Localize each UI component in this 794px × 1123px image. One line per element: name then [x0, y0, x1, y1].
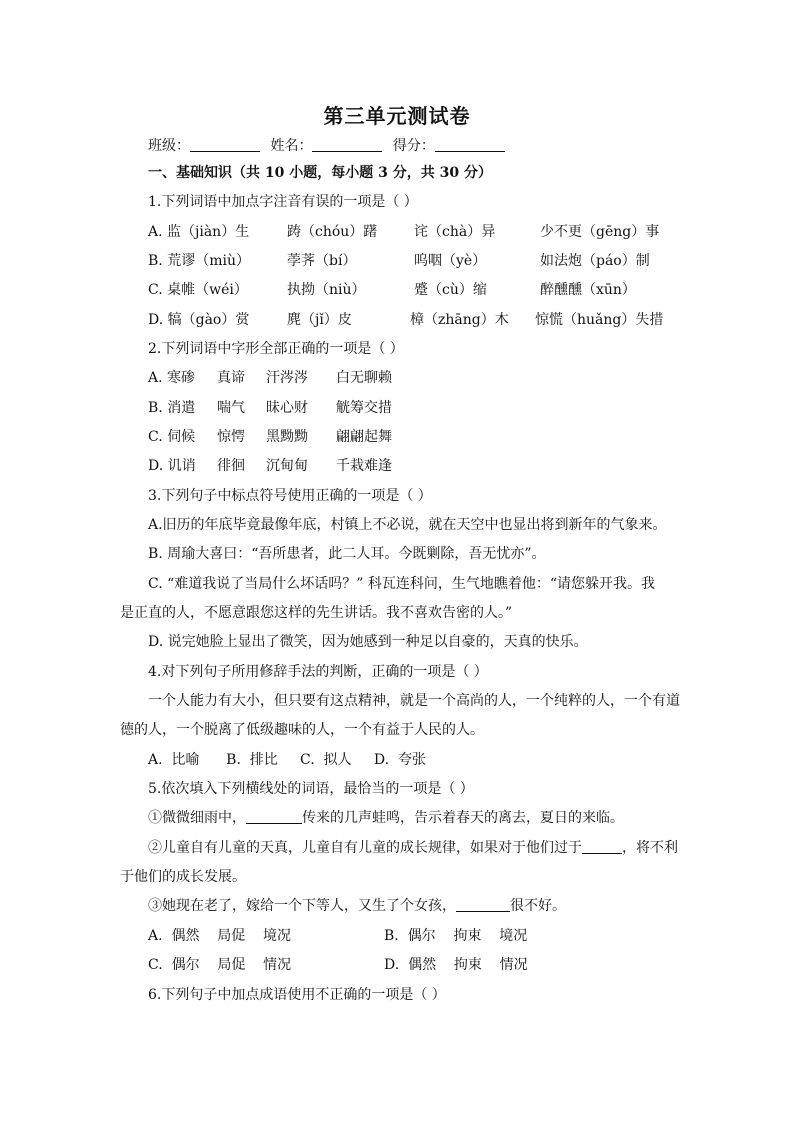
q5-option-a: A. 偶然 局促 境况 — [148, 928, 292, 944]
question-2-stem: 2.下列词语中字形全部正确的一项是（ ） — [148, 341, 404, 357]
q2-option-d-3: 沉甸甸 — [266, 458, 308, 474]
q1-option-b-3: 呜咽（yè） — [414, 253, 487, 269]
q5-option-b: B. 偶尔 拘束 境况 — [384, 928, 528, 944]
q5-option-d: D. 偶然 拘束 情况 — [384, 957, 528, 973]
q5-s1-blank — [246, 809, 302, 824]
q3-option-c-line2: 是正直的人，不愿意跟您这样的先生讲话。我不喜欢告密的人。” — [120, 605, 513, 621]
q1-option-d-2: 麂（jǐ）皮 — [287, 312, 352, 328]
q1-option-a-2: 踌（chóu）躇 — [287, 224, 378, 240]
question-6-stem: 6.下列句子中加点成语使用不正确的一项是（ ） — [148, 987, 446, 1003]
q5-s1-text-b: 传来的几声蛙鸣，告示着春天的离去，夏日的来临。 — [302, 810, 624, 826]
q1-option-d-1: D. 犒（gào）赏 — [148, 312, 250, 328]
q1-option-d-4: 惊慌（huǎng）失措 — [535, 312, 664, 328]
q3-option-a: A.旧历的年底毕竟最像年底，村镇上不必说，就在天空中也显出将到新年的气象来。 — [148, 517, 667, 533]
q1-option-c-1: C. 桌帷（wéi） — [148, 282, 248, 298]
question-4-stem: 4.对下列句子所用修辞手法的判断，正确的一项是（ ） — [148, 664, 488, 680]
q2-option-c-2: 惊愕 — [217, 429, 245, 445]
q4-options: A. 比喻 B. 排比 C. 拟人 D. 夸张 — [148, 752, 426, 768]
q2-option-c-4: 翩翩起舞 — [336, 429, 392, 445]
question-5-stem: 5.依次填入下列横线处的词语，最恰当的一项是（ ） — [148, 781, 474, 797]
q3-option-b: B. 周瑜大喜曰：“吾所患者，此二人耳。今既剿除，吾无忧亦”。 — [148, 546, 546, 562]
q5-s2-text-b: ，将不利 — [622, 840, 678, 856]
q1-option-c-2: 执拗（niù） — [287, 282, 366, 298]
q2-option-d-4: 千栽难逢 — [336, 458, 392, 474]
q4-passage-line1: 一个人能力有大小，但只要有这点精神，就是一个高尚的人，一个纯粹的人，一个有道 — [148, 693, 680, 709]
q2-option-b-1: B. 消遣 — [148, 400, 196, 416]
q2-option-a-1: A. 寒碜 — [148, 370, 196, 386]
q1-option-a-3: 诧（chà）异 — [414, 224, 496, 240]
q1-option-b-4: 如法炮（páo）制 — [540, 253, 650, 269]
q5-s3-text-b: 很不好。 — [510, 898, 566, 914]
question-3-stem: 3.下列句子中标点符号使用正确的一项是（ ） — [148, 488, 432, 504]
q2-option-d-2: 徘徊 — [217, 458, 245, 474]
q3-option-c-line1: C. “难道我说了当局什么坏话吗？” 科瓦连科问，生气地瞧着他：“请您躲开我。我 — [148, 576, 656, 592]
q2-option-d-1: D. 讥诮 — [148, 458, 196, 474]
q5-sentence-2-cont: 于他们的成长发展。 — [120, 869, 246, 885]
q1-option-c-3: 蹙（cù）缩 — [414, 282, 487, 298]
q5-s1-text-a: ①微微细雨中， — [148, 810, 246, 826]
name-label: 姓名： — [270, 138, 313, 154]
q3-option-d: D. 说完她脸上显出了微笑，因为她感到一种足以自豪的，天真的快乐。 — [148, 634, 588, 650]
student-info-row — [148, 135, 505, 155]
q2-option-a-3: 汗涔涔 — [266, 370, 308, 386]
q2-option-b-3: 昧心财 — [266, 400, 308, 416]
class-blank — [190, 137, 260, 152]
q4-passage-line2: 德的人，一个脱离了低级趣味的人，一个有益于人民的人。 — [120, 722, 484, 738]
q1-option-a-1: A. 监（jiàn）生 — [148, 224, 250, 240]
q5-s3-text-a: ③她现在老了，嫁给一个下等人，又生了个女孩， — [148, 898, 456, 914]
q2-option-c-1: C. 伺候 — [148, 429, 196, 445]
q2-option-c-3: 黑黝黝 — [266, 429, 308, 445]
q5-sentence-3 — [148, 897, 566, 915]
q2-option-a-4: 白无聊赖 — [336, 370, 392, 386]
class-label: 班级： — [148, 138, 190, 154]
q2-option-b-2: 喘气 — [217, 400, 245, 416]
q5-sentence-1 — [148, 809, 624, 827]
name-blank — [312, 137, 382, 152]
q1-option-b-2: 荸荠（bí） — [287, 253, 357, 269]
question-1-stem: 1.下列词语中加点字注音有误的一项是（ ） — [148, 194, 418, 210]
q5-s2-text-a: ②儿童自有儿童的天真，儿童自有儿童的成长规律，如果对于他们过于 — [148, 840, 582, 856]
q2-option-a-2: 真谛 — [217, 370, 245, 386]
q5-sentence-2 — [148, 839, 678, 857]
score-blank — [435, 137, 505, 152]
q2-option-b-4: 觥筹交措 — [336, 400, 392, 416]
q5-option-c: C. 偶尔 局促 情况 — [148, 957, 292, 973]
q1-option-a-4: 少不更（gēng）事 — [540, 224, 660, 240]
q1-option-c-4: 醉醺醺（xūn） — [540, 282, 636, 298]
page-title: 第三单元测试卷 — [323, 104, 471, 128]
q5-s2-blank — [582, 839, 622, 854]
q5-s3-blank — [456, 897, 510, 912]
score-label: 得分： — [392, 138, 435, 154]
section-heading: 一、基础知识（共 10 小题，每小题 3 分，共 30 分） — [148, 165, 492, 181]
q1-option-b-1: B. 荒谬（miù） — [148, 253, 250, 269]
q1-option-d-3: 樟（zhāng）木 — [410, 312, 509, 328]
